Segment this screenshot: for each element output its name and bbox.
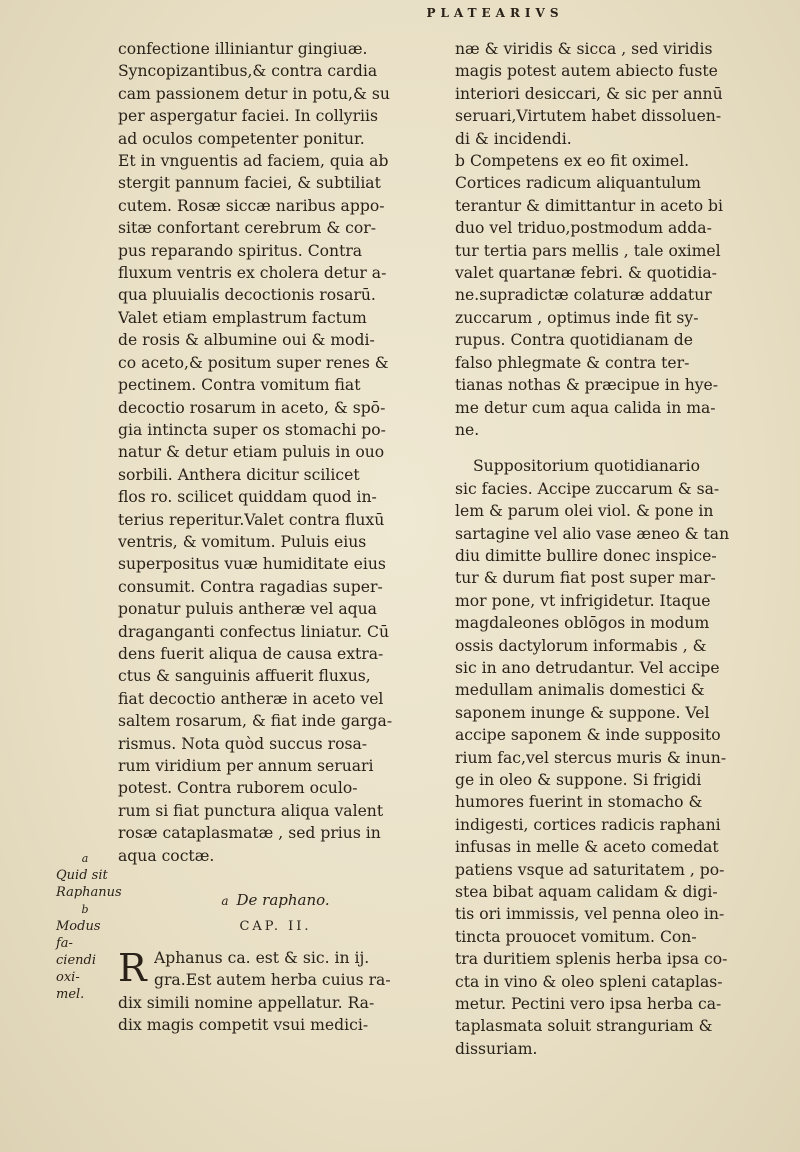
text-line: co aceto,& positum super renes & <box>118 353 389 372</box>
text-line: ciendi oxi- <box>56 953 96 985</box>
text-line: humores fuerint in stomacho & <box>455 793 703 812</box>
text-line: sic in ano detrudantur. Vel accipe <box>455 658 720 677</box>
text-line: taplasmata soluit stranguriam & <box>455 1017 713 1036</box>
text-line: terius reperitur.Valet contra fluxū <box>118 510 385 529</box>
text-line: zuccarum , optimus inde fit sy- <box>455 308 699 327</box>
text-line: terantur & dimittantur in aceto bi <box>455 196 724 215</box>
text-line: flos ro. scilicet quiddam quod in- <box>118 488 377 507</box>
text-line: me detur cum aqua calida in ma- <box>455 398 716 417</box>
text-line: interiori desiccari, & sic per annū <box>455 84 723 103</box>
text-line: tur & durum fiat post super mar- <box>455 569 716 588</box>
text-line: pus reparando spiritus. Contra <box>118 241 363 260</box>
text-line: ge in oleo & suppone. Si frigidi <box>455 771 702 789</box>
drop-cap: R <box>118 945 147 990</box>
text-line: decoctio rosarum in aceto, & spō- <box>118 398 386 417</box>
text-line: fiat decoctio antheræ in aceto vel <box>118 689 384 708</box>
text-line: magdaleones oblōgos in modum <box>455 614 710 633</box>
text-line: aqua coctæ. <box>118 846 215 865</box>
text-line: diu dimitte bullire donec inspice- <box>455 546 717 565</box>
text-line: b Competens ex eo fit oximel. <box>455 152 690 171</box>
text-line: saltem rosarum, & fiat inde garga- <box>118 712 393 731</box>
left-column <box>118 38 433 1036</box>
text-line: ponatur puluis antheræ vel aqua <box>118 600 377 619</box>
chapter-marker: a <box>221 894 229 909</box>
text-line: rupus. Contra quotidianam de <box>455 331 694 350</box>
text-line: Et in vnguentis ad faciem, quia ab <box>118 152 389 171</box>
text-line: rosæ cataplasmatæ , sed prius in <box>118 824 381 843</box>
text-line: accipe saponem & inde supposito <box>455 726 721 745</box>
text-line: dens fuerit aliqua de causa extra- <box>118 644 384 663</box>
text-line: Syncopizantibus,& contra cardia <box>118 62 378 81</box>
text-line: medullam animalis domestici & <box>455 681 705 700</box>
text-line: confectione illiniantur gingiuæ. <box>118 40 368 58</box>
text-line: infusas in melle & aceto comedat <box>455 838 719 857</box>
text-line: Cortices radicum aliquantulum <box>455 174 701 193</box>
text-line: fluxum ventris ex cholera detur a- <box>118 264 387 283</box>
text-line: mor pone, vt infrigidetur. Itaque <box>455 591 711 610</box>
text-line: ossis dactylorum informabis , & <box>455 636 707 655</box>
text-line: tis ori immissis, vel penna oleo in- <box>455 905 725 924</box>
text-line: magis potest autem abiecto fuste <box>455 62 718 81</box>
text-line: næ & viridis & sicca , sed viridis <box>455 40 713 58</box>
text-line: valet quartanæ febri. & quotidia- <box>455 264 717 283</box>
text-line: dix magis competit vsui medici- <box>118 1016 369 1035</box>
text-line: seruari,Virtutem habet dissoluen- <box>455 107 722 126</box>
text-line: Modus fa- <box>56 919 101 951</box>
paragraph-gap <box>455 441 773 455</box>
text-line: patiens vsque ad saturitatem , po- <box>455 860 725 879</box>
text-line: tianas nothas & præcipue in hye- <box>455 376 719 395</box>
right-paragraph-2 <box>455 455 773 1060</box>
text-line: natur & detur etiam puluis in ouo <box>118 443 385 462</box>
text-line: rium fac,vel stercus muris & inun- <box>455 748 727 767</box>
chapter-title-text: De raphano. <box>236 891 330 910</box>
text-line: superpositus vuæ humiditate eius <box>118 555 386 574</box>
text-line: cam passionem detur in potu,& su <box>118 84 390 103</box>
text-line: Quid sit <box>56 868 108 883</box>
margin-note-a <box>50 867 120 901</box>
chapter-body <box>118 947 433 1037</box>
text-line: mel. <box>56 987 85 1002</box>
text-line: rismus. Nota quòd succus rosa- <box>118 734 368 753</box>
text-line: rum si fiat punctura aliqua valent <box>118 801 384 820</box>
text-line: Suppositorium quotidianario <box>473 457 701 476</box>
text-line: duo vel triduo,postmodum adda- <box>455 219 712 238</box>
text-line: sic facies. Accipe zuccarum & sa- <box>455 479 720 498</box>
margin-letter-b: b <box>81 903 89 916</box>
text-line: potest. Contra ruborem oculo- <box>118 779 358 798</box>
margin-notes <box>50 850 120 1003</box>
text-line: falso phlegmate & contra ter- <box>455 353 690 372</box>
text-line: sorbili. Anthera dicitur scilicet <box>118 465 360 484</box>
text-line: cutem. Rosæ siccæ naribus appo- <box>118 196 385 215</box>
text-line: tincta prouocet vomitum. Con- <box>455 927 697 946</box>
left-paragraph <box>118 38 433 867</box>
margin-note-b <box>50 918 120 1003</box>
text-line: ventris, & vomitum. Puluis eius <box>118 532 367 551</box>
chapter-lines <box>118 947 433 1037</box>
chapter-title <box>118 889 433 912</box>
text-line: metur. Pectini vero ipsa herba ca- <box>455 995 722 1014</box>
text-line: Valet etiam emplastrum factum <box>118 308 367 327</box>
text-line: rum viridium per annum seruari <box>118 757 374 775</box>
chapter-number: CAP. II. <box>239 919 312 935</box>
text-line: cta in vino & oleo spleni cataplas- <box>455 972 723 991</box>
text-line: di & incidendi. <box>455 129 572 148</box>
text-line: indigesti, cortices radicis raphani <box>455 815 721 834</box>
text-line: ad oculos competenter ponitur. <box>118 129 365 148</box>
right-column <box>455 38 773 1060</box>
text-line: de rosis & albumine oui & modi- <box>118 331 375 350</box>
running-header <box>0 6 800 20</box>
text-line: ctus & sanguinis affuerit fluxus, <box>118 667 371 686</box>
text-line: per aspergatur faciei. In collyriis <box>118 107 378 126</box>
text-line: Raphanus <box>56 885 122 900</box>
text-line: ne. <box>455 420 480 439</box>
text-line: stea bibat aquam calidam & digi- <box>455 883 718 902</box>
text-line: Aphanus ca. est & sic. in ij. <box>154 948 370 967</box>
margin-letter-a: a <box>81 852 89 865</box>
text-line: stergit pannum faciei, & subtiliat <box>118 174 381 193</box>
text-line: pectinem. Contra vomitum fiat <box>118 376 361 395</box>
text-line: ne.supradictæ colaturæ addatur <box>455 286 712 305</box>
text-line: sartagine vel alio vase æneo & tan <box>455 524 730 543</box>
text-line: gia intincta super os stomachi po- <box>118 420 386 439</box>
text-line: dix simili nomine appellatur. Ra- <box>118 993 375 1012</box>
text-line: draganganti confectus liniatur. Cū <box>118 622 389 641</box>
right-paragraph-1 <box>455 38 773 441</box>
text-line: qua pluuialis decoctionis rosarū. <box>118 286 376 305</box>
text-line: sitæ confortant cerebrum & cor- <box>118 219 377 238</box>
text-line: consumit. Contra ragadias super- <box>118 577 383 596</box>
text-line: tra duritiem splenis herba ipsa co- <box>455 950 728 969</box>
text-line: lem & parum olei viol. & pone in <box>455 502 714 521</box>
text-line: saponem inunge & suppone. Vel <box>455 703 710 722</box>
running-title: PLATEARIVS <box>426 6 564 20</box>
text-line: dissuriam. <box>455 1039 538 1058</box>
text-line: gra.Est autem herba cuius ra- <box>154 971 391 990</box>
text-line: tur tertia pars mellis , tale oximel <box>455 241 721 260</box>
